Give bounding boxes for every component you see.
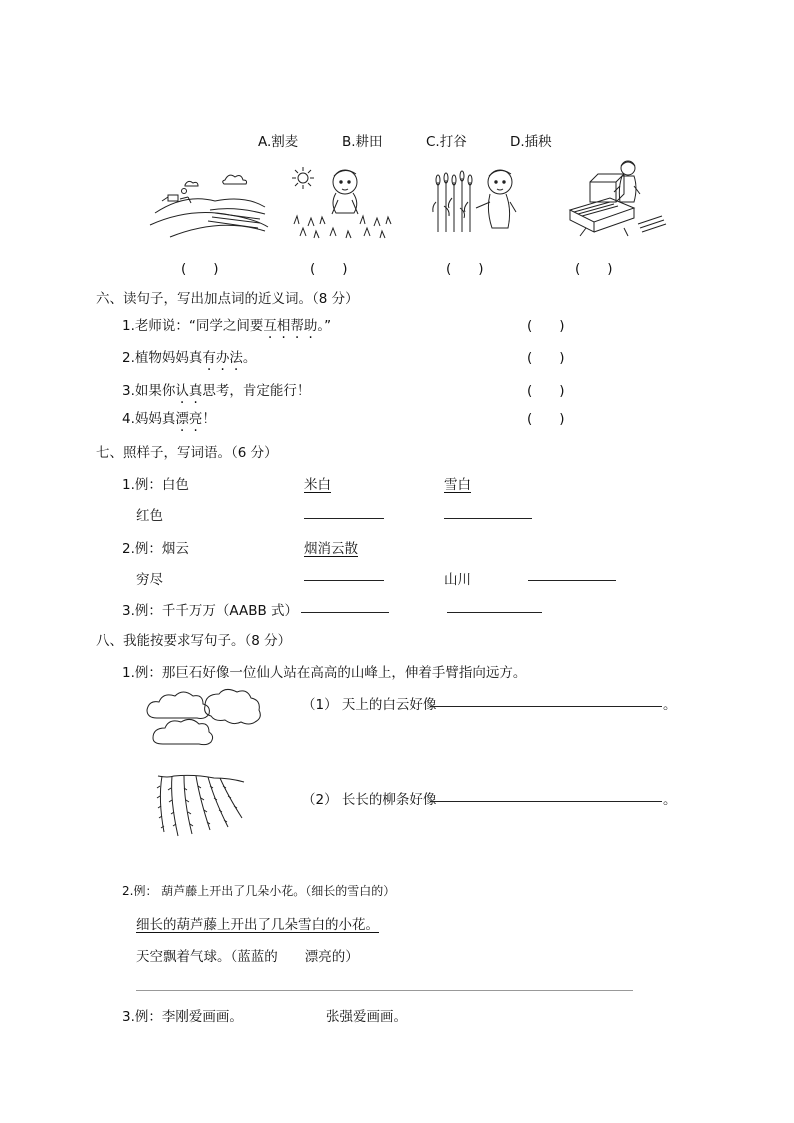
s7-q2-answer-line-1[interactable] (304, 580, 384, 581)
s6-q4-dotted-char: 亮 (188, 411, 203, 427)
s8-q1-sub1-period: 。 (663, 697, 677, 713)
s6-question-4 (122, 407, 216, 427)
section-8-title: 八、我能按要求写句子。（8 分） (96, 633, 292, 649)
s7-q1-word: 红色 (136, 508, 163, 524)
s8-q3-right: 张强爱画画。 (326, 1009, 407, 1025)
s6-q3-text: 3.如果你 (122, 383, 176, 399)
option-a: A.割麦 (258, 134, 299, 150)
s7-q2-example: 烟消云散 (304, 541, 358, 557)
s6-q2-dotted-char: 有 (202, 350, 216, 366)
s6-question-1 (122, 314, 331, 334)
plowing-field-illustration (150, 165, 268, 240)
s6-q4-answer-bracket[interactable]: ( ) (527, 411, 565, 427)
s6-q1-dotted-char: 互 (263, 318, 277, 334)
s6-q4-dotted-char: 漂 (175, 411, 189, 427)
s6-q3-dotted-char: 真 (188, 383, 203, 399)
option-c: C.打谷 (426, 134, 467, 150)
s7-q2-word-2: 山川 (444, 572, 471, 588)
s7-q1-answer-line-2[interactable] (444, 518, 532, 519)
picture-4-bracket[interactable]: ( ) (575, 261, 613, 277)
s6-q2-answer-bracket[interactable]: ( ) (527, 350, 565, 366)
picture-1-bracket[interactable]: ( ) (181, 261, 219, 277)
s7-q1-label: 1.例：白色 (122, 477, 189, 493)
s8-q2-example-answer: 细长的葫芦藤上开出了几朵雪白的小花。 (136, 917, 379, 933)
s6-q4-text-end: ！ (202, 411, 216, 427)
s6-q1-dotted-char: 帮 (290, 318, 304, 334)
willow-illustration (148, 772, 248, 840)
option-b: B.耕田 (342, 134, 383, 150)
s6-q1-dotted-char: 助 (303, 318, 318, 334)
s8-q1-sub2-answer-line[interactable] (430, 801, 662, 802)
s6-q2-text-end: 。 (242, 350, 257, 366)
s7-q1-example-2: 雪白 (444, 477, 471, 493)
s6-q2-dotted-char: 办 (215, 350, 230, 366)
s7-q3-answer-line-2[interactable] (447, 612, 542, 613)
s6-q3-text-end: 思考，肯定能行！ (202, 383, 311, 399)
rice-planting-illustration (290, 162, 395, 240)
section-7-title: 七、照样子，写词语。（6 分） (96, 445, 278, 461)
threshing-illustration (568, 158, 668, 240)
option-d: D.插秧 (510, 134, 552, 150)
s6-q1-dotted-char: 相 (276, 318, 291, 334)
s6-question-2 (122, 346, 256, 366)
s8-q1-sub1: （1） 天上的白云好像 (302, 697, 437, 713)
s6-q4-text: 4.妈妈真 (122, 411, 176, 427)
s6-q1-answer-bracket[interactable]: ( ) (527, 318, 565, 334)
s7-q3-label: 3.例：千千万万（AABB 式） (122, 603, 299, 619)
s7-q1-answer-line-1[interactable] (304, 518, 384, 519)
s7-q3-answer-line-1[interactable] (301, 612, 389, 613)
s6-q2-dotted-char: 法 (229, 350, 243, 366)
s6-q2-text: 2.植物妈妈真 (122, 350, 203, 366)
s8-q2-task: 天空飘着气球。（蓝蓝的 漂亮的） (136, 949, 359, 965)
s7-q2-label: 2.例：烟云 (122, 541, 189, 557)
s6-q3-answer-bracket[interactable]: ( ) (527, 383, 565, 399)
wheat-harvest-illustration (432, 162, 532, 234)
s8-q1-sub2: （2） 长长的柳条好像 (302, 792, 437, 808)
s8-q3-label: 3.例：李刚爱画画。 (122, 1009, 243, 1025)
s8-q1-sub1-answer-line[interactable] (430, 706, 662, 707)
s7-q2-word-1: 穷尽 (136, 572, 163, 588)
s6-q1-text: 1.老师说：“同学之间要 (122, 318, 264, 334)
s8-q1-label: 1.例：那巨石好像一位仙人站在高高的山峰上，伸着手臂指向远方。 (122, 665, 527, 681)
s7-q1-example-1: 米白 (304, 477, 331, 493)
s8-q2-answer-line[interactable] (136, 990, 633, 991)
s8-q2-label: 2.例： 葫芦藤上开出了几朵小花。（细长的雪白的） (122, 884, 396, 898)
s7-q2-answer-line-2[interactable] (528, 580, 616, 581)
s6-question-3 (122, 379, 310, 399)
clouds-illustration (145, 688, 263, 760)
section-6-title: 六、读句子，写出加点词的近义词。（8 分） (96, 291, 359, 307)
s6-q1-text-end: 。” (317, 318, 332, 334)
s6-q3-dotted-char: 认 (175, 383, 189, 399)
picture-2-bracket[interactable]: ( ) (310, 261, 348, 277)
s8-q1-sub2-period: 。 (663, 792, 677, 808)
picture-3-bracket[interactable]: ( ) (446, 261, 484, 277)
